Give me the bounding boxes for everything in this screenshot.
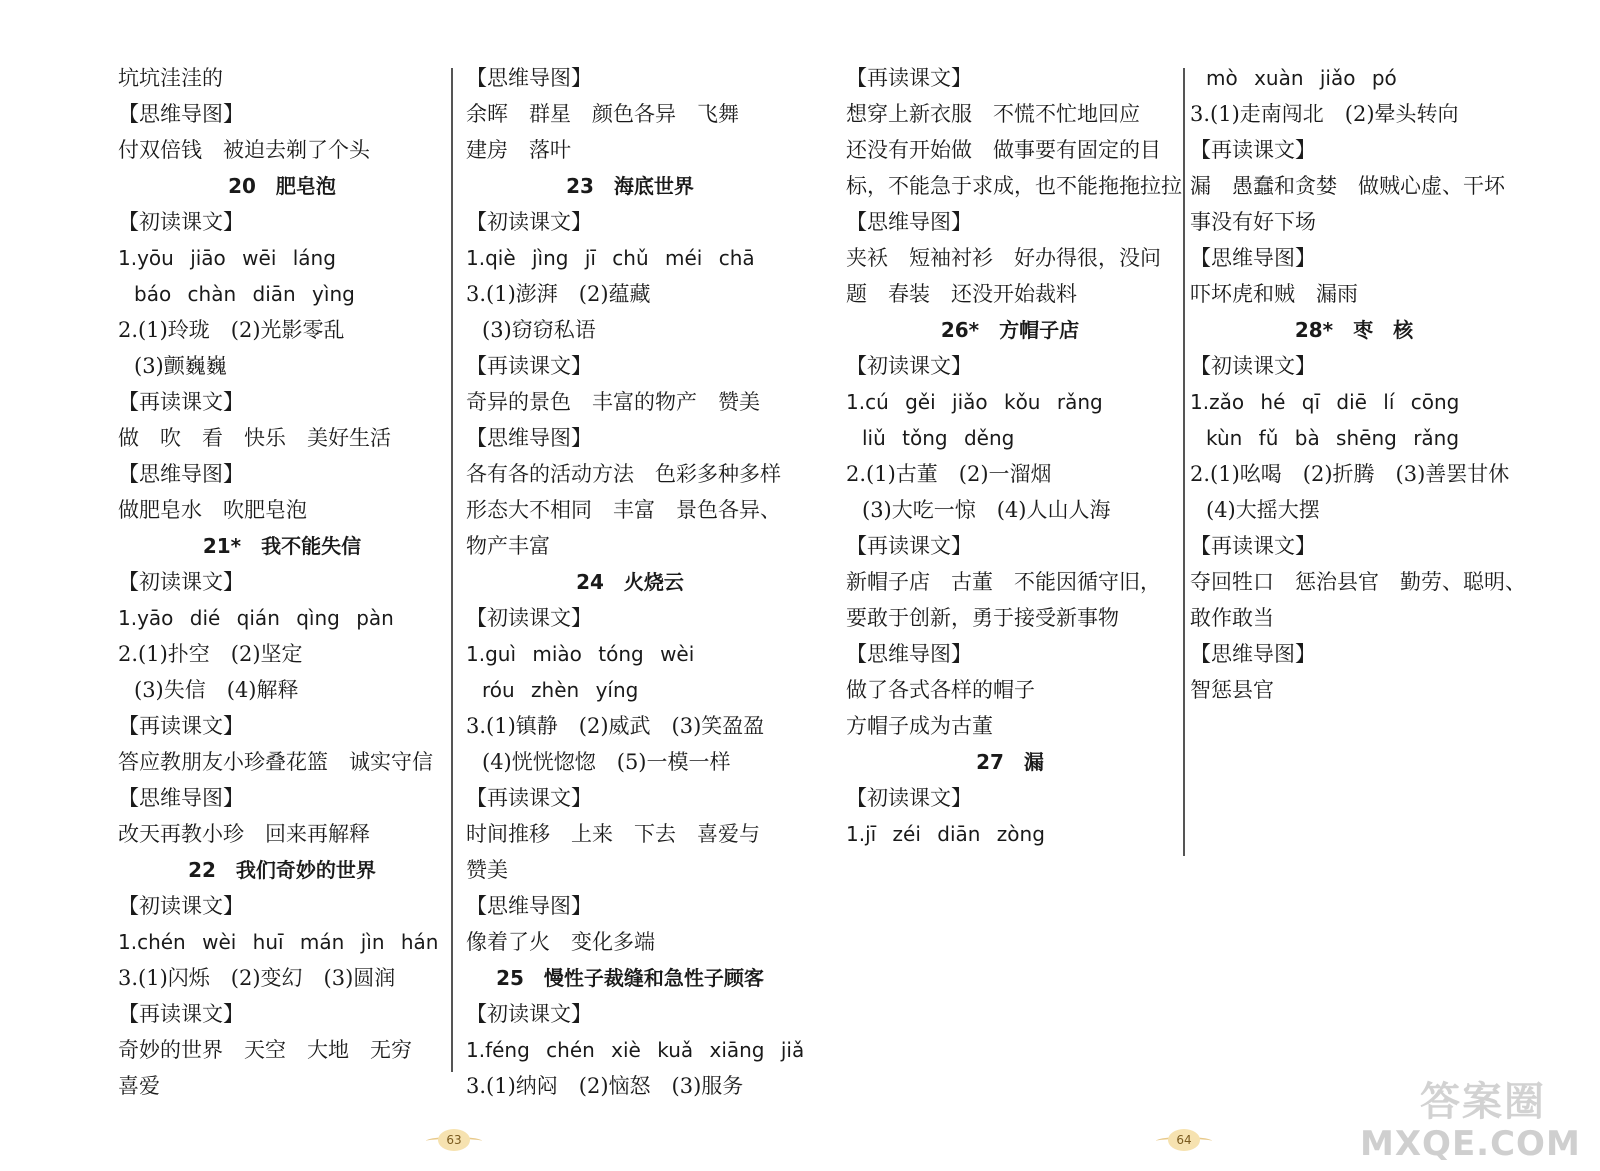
text-line: 2.(1)玲珑 (2)光影零乱 xyxy=(118,318,345,342)
pinyin-line: róu zhèn yíng xyxy=(482,678,639,702)
section-header: 【再读课文】 xyxy=(118,390,244,414)
text-line: 方帽子成为古董 xyxy=(846,714,993,738)
section-header: 【再读课文】 xyxy=(1190,534,1316,558)
text-line: 标，不能急于求成，也不能拖拖拉拉 xyxy=(846,174,1182,198)
text-line: 余晖 群星 颜色各异 飞舞 xyxy=(466,102,739,126)
text-line: 建房 落叶 xyxy=(466,138,571,162)
text-line: 夹袄 短袖衬衫 好办得很，没问 xyxy=(846,246,1161,270)
section-header: 【思维导图】 xyxy=(846,210,972,234)
text-line: 各有各的活动方法 色彩多种多样 xyxy=(466,462,781,486)
lesson-title: 24 火烧云 xyxy=(576,570,684,594)
text-line: 坑坑洼洼的 xyxy=(118,66,223,90)
text-line: 2.(1)古董 (2)一溜烟 xyxy=(846,462,1052,486)
section-header: 【思维导图】 xyxy=(846,642,972,666)
lesson-title: 21* 我不能失信 xyxy=(202,534,362,558)
text-line: (3)失信 (4)解释 xyxy=(134,678,299,702)
text-line: 像着了火 变化多端 xyxy=(466,930,655,954)
text-line: (3)颤巍巍 xyxy=(134,354,227,378)
lesson-title: 27 漏 xyxy=(976,750,1044,774)
text-line: (4)恍恍惚惚 (5)一模一样 xyxy=(482,750,731,774)
text-line: 3.(1)走南闯北 (2)晕头转向 xyxy=(1190,102,1459,126)
column-2 xyxy=(466,60,805,1104)
watermark-bottom: MXQE.COM xyxy=(1360,1124,1581,1164)
lesson-title: 20 肥皂泡 xyxy=(228,174,336,198)
text-line: 做 吹 看 快乐 美好生活 xyxy=(118,426,391,450)
lesson-title: 22 我们奇妙的世界 xyxy=(188,858,376,882)
pinyin-line: liǔ tǒng děng xyxy=(862,426,1015,450)
section-header: 【初读课文】 xyxy=(118,894,244,918)
text-line: 改天再教小珍 回来再解释 xyxy=(118,822,370,846)
text-line: 智惩县官 xyxy=(1190,678,1274,702)
text-line: 还没有开始做 做事要有固定的目 xyxy=(846,138,1161,162)
text-line: 赞美 xyxy=(466,858,508,882)
section-header: 【再读课文】 xyxy=(118,1002,244,1026)
section-header: 【思维导图】 xyxy=(118,102,244,126)
text-line: 要敢于创新，勇于接受新事物 xyxy=(846,606,1119,630)
section-header: 【初读课文】 xyxy=(846,786,972,810)
text-line: 奇异的景色 丰富的物产 赞美 xyxy=(466,390,760,414)
text-line: 3.(1)纳闷 (2)恼怒 (3)服务 xyxy=(466,1074,744,1098)
pinyin-line: 1.féng chén xiè kuǎ xiāng jiǎ xyxy=(466,1038,805,1062)
section-header: 【思维导图】 xyxy=(1190,246,1316,270)
section-header: 【再读课文】 xyxy=(466,354,592,378)
section-header: 【再读课文】 xyxy=(118,714,244,738)
pinyin-line: 1.jī zéi diān zòng xyxy=(846,822,1045,846)
pinyin-line: 1.cú gěi jiǎo kǒu rǎng xyxy=(846,390,1103,414)
section-header: 【再读课文】 xyxy=(466,786,592,810)
column-1 xyxy=(118,60,446,1104)
text-line: 做肥皂水 吹肥皂泡 xyxy=(118,498,307,522)
section-header: 【初读课文】 xyxy=(466,606,592,630)
pinyin-line: 1.guì miào tóng wèi xyxy=(466,642,695,666)
pinyin-line: 1.qiè jìng jī chǔ méi chā xyxy=(466,246,755,270)
text-line: 时间推移 上来 下去 喜爱与 xyxy=(466,822,760,846)
pinyin-line: kùn fǔ bà shēng rǎng xyxy=(1206,426,1460,450)
text-line: 做了各式各样的帽子 xyxy=(846,678,1035,702)
lesson-title: 26* 方帽子店 xyxy=(940,318,1080,342)
page-number-left: 63 xyxy=(432,1126,476,1154)
section-header: 【思维导图】 xyxy=(466,66,592,90)
section-header: 【思维导图】 xyxy=(466,894,592,918)
section-header: 【思维导图】 xyxy=(466,426,592,450)
text-line: 物产丰富 xyxy=(466,534,550,558)
section-header: 【再读课文】 xyxy=(846,534,972,558)
watermark-top: 答案圈 xyxy=(1420,1079,1546,1125)
text-line: 新帽子店 古董 不能因循守旧， xyxy=(846,570,1161,594)
pinyin-line: 1.yāo dié qián qìng pàn xyxy=(118,606,394,630)
column-3 xyxy=(846,60,1182,852)
lesson-title: 28* 枣 核 xyxy=(1294,318,1414,342)
watermark-logo xyxy=(1360,1068,1580,1164)
section-header: 【初读课文】 xyxy=(466,210,592,234)
text-line: 3.(1)镇静 (2)威武 (3)笑盈盈 xyxy=(466,714,765,738)
section-header: 【初读课文】 xyxy=(118,570,244,594)
page-number-right: 64 xyxy=(1162,1126,1206,1154)
text-line: 喜爱 xyxy=(118,1074,160,1098)
section-header: 【思维导图】 xyxy=(118,786,244,810)
text-line: 漏 愚蠢和贪婪 做贼心虚、干坏 xyxy=(1190,174,1505,198)
column-4 xyxy=(1190,60,1526,708)
text-line: 答应教朋友小珍叠花篮 诚实守信 xyxy=(118,750,433,774)
text-line: (3)大吃一惊 (4)人山人海 xyxy=(862,498,1111,522)
text-line: 3.(1)闪烁 (2)变幻 (3)圆润 xyxy=(118,966,396,990)
section-header: 【初读课文】 xyxy=(118,210,244,234)
pinyin-line: 1.chén wèi huī mán jìn hán xyxy=(118,930,439,954)
text-line: 夺回牲口 惩治县官 勤劳、聪明、 xyxy=(1190,570,1526,594)
text-line: 2.(1)吆喝 (2)折腾 (3)善罢甘休 xyxy=(1190,462,1510,486)
column-divider-left xyxy=(451,68,453,1072)
text-line: 形态大不相同 丰富 景色各异、 xyxy=(466,498,781,522)
section-header: 【再读课文】 xyxy=(846,66,972,90)
text-line: 想穿上新衣服 不慌不忙地回应 xyxy=(846,102,1140,126)
text-line: 2.(1)扑空 (2)坚定 xyxy=(118,642,303,666)
text-line: (3)窃窃私语 xyxy=(482,318,596,342)
pinyin-line: 1.zǎo hé qī diē lí cōng xyxy=(1190,390,1460,414)
text-line: 敢作敢当 xyxy=(1190,606,1274,630)
section-header: 【思维导图】 xyxy=(1190,642,1316,666)
section-header: 【初读课文】 xyxy=(466,1002,592,1026)
pinyin-line: 1.yōu jiāo wēi láng xyxy=(118,246,336,270)
text-line: 奇妙的世界 天空 大地 无穷 xyxy=(118,1038,412,1062)
lesson-title: 23 海底世界 xyxy=(566,174,694,198)
text-line: 付双倍钱 被迫去剃了个头 xyxy=(118,138,370,162)
pinyin-line: mò xuàn jiǎo pó xyxy=(1206,66,1397,90)
text-line: 事没有好下场 xyxy=(1190,210,1316,234)
column-divider-right xyxy=(1183,68,1185,856)
text-line: 题 春装 还没开始裁料 xyxy=(846,282,1077,306)
text-line: (4)大摇大摆 xyxy=(1206,498,1320,522)
section-header: 【初读课文】 xyxy=(846,354,972,378)
section-header: 【再读课文】 xyxy=(1190,138,1316,162)
lesson-title: 25 慢性子裁缝和急性子顾客 xyxy=(496,966,764,990)
section-header: 【初读课文】 xyxy=(1190,354,1316,378)
text-line: 吓坏虎和贼 漏雨 xyxy=(1190,282,1358,306)
section-header: 【思维导图】 xyxy=(118,462,244,486)
pinyin-line: báo chàn diān yìng xyxy=(134,282,355,306)
text-line: 3.(1)澎湃 (2)蕴藏 xyxy=(466,282,651,306)
